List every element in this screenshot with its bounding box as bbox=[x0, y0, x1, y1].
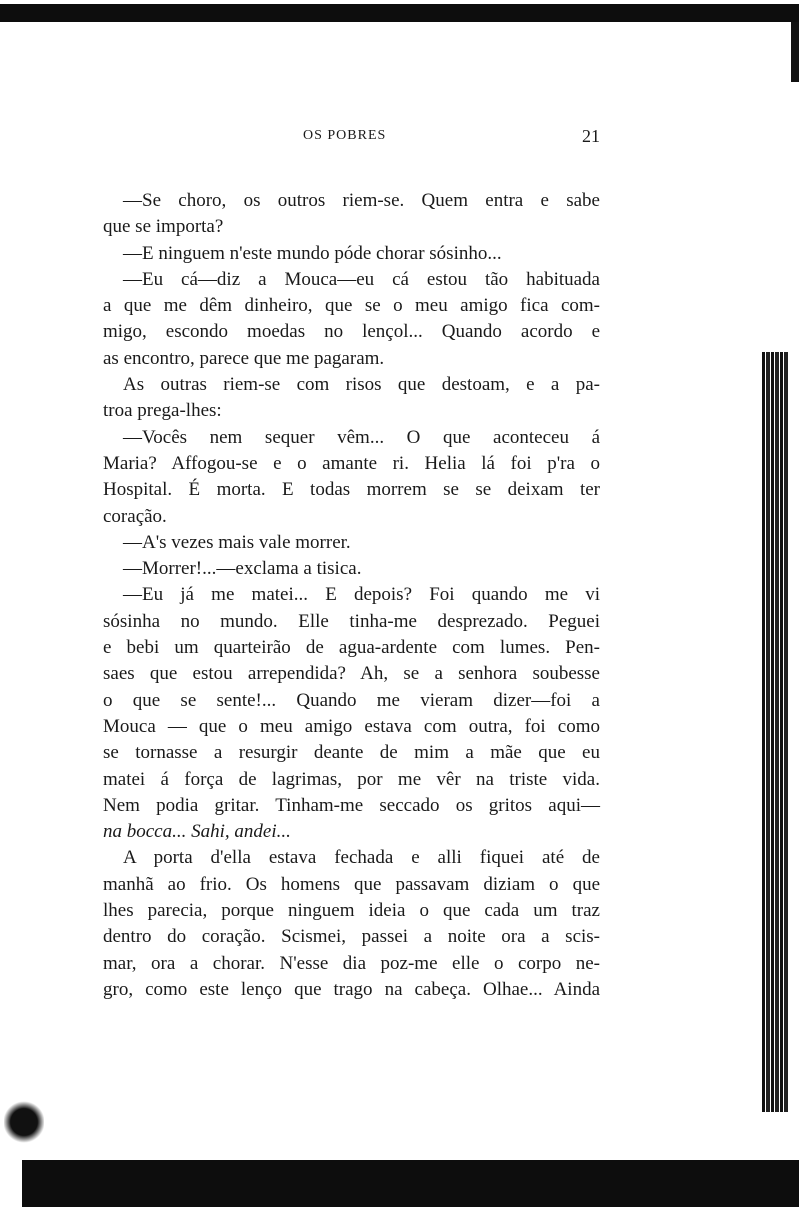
text-line: —A's vezes mais vale morrer. bbox=[123, 531, 351, 553]
scan-binding-shadow bbox=[762, 352, 788, 1112]
scan-top-border bbox=[0, 4, 799, 22]
text-line: manhã ao frio. Os homens que passavam diziam o que bbox=[103, 873, 600, 895]
page-header bbox=[103, 128, 600, 152]
text-line: gro, como este lenço que trago na cabeça. Olhae... Ainda bbox=[103, 978, 600, 1000]
text-line: —Se choro, os outros riem-se. Quem entra e sabe bbox=[123, 190, 600, 211]
text-line: Nem podia gritar. Tinham-me seccado os gritos aqui— bbox=[103, 794, 600, 816]
page-number: 21 bbox=[582, 126, 600, 146]
text-line: a que me dêm dinheiro, que se o meu amigo fica com- bbox=[103, 295, 600, 317]
text-line: —Eu já me matei... E depois? Foi quando me vi bbox=[123, 584, 600, 606]
text-line: —E ninguem n'este mundo póde chorar sósinho... bbox=[123, 242, 502, 264]
text-line: troa prega-lhes: bbox=[103, 400, 222, 422]
body-text bbox=[103, 188, 600, 1003]
running-head: OS POBRES bbox=[303, 128, 387, 143]
text-line: sósinha no mundo. Elle tinha-me desprezado. Peguei bbox=[103, 610, 600, 632]
text-line: o que se sente!... Quando me vieram dizer—foi a bbox=[103, 689, 600, 711]
text-line: —Eu cá—diz a Mouca—eu cá estou tão habituada bbox=[123, 268, 600, 290]
text-line: dentro do coração. Scismei, passei a noite ora a scis- bbox=[103, 926, 600, 948]
text-line: e bebi um quarteirão de agua-ardente com lumes. Pen- bbox=[103, 637, 600, 659]
text-line: na bocca... Sahi, andei... bbox=[103, 821, 291, 843]
text-line: A porta d'ella estava fechada e alli fiquei até de bbox=[123, 847, 600, 869]
text-line: saes que estou arrependida? Ah, se a senhora soubesse bbox=[103, 663, 600, 685]
text-line: matei á força de lagrimas, por me vêr na triste vida. bbox=[103, 768, 600, 790]
text-line: —Vocês nem sequer vêm... O que aconteceu á bbox=[123, 426, 600, 448]
text-line: migo, escondo moedas no lençol... Quando acordo e bbox=[103, 321, 600, 343]
text-line: as encontro, parece que me pagaram. bbox=[103, 347, 385, 369]
text-line: coração. bbox=[103, 505, 167, 527]
text-line: se tornasse a resurgir deante de mim a mãe que eu bbox=[103, 742, 600, 764]
text-line: —Morrer!...—exclama a tisica. bbox=[123, 558, 362, 580]
scan-bottom-border bbox=[22, 1160, 799, 1207]
text-line: As outras riem-se com risos que destoam, e a pa- bbox=[123, 374, 600, 396]
scan-right-edge bbox=[791, 22, 799, 82]
ink-blot bbox=[4, 1100, 44, 1144]
text-line: Hospital. É morta. E todas morrem se se deixam ter bbox=[103, 479, 600, 501]
text-line: Maria? Affogou-se e o amante ri. Helia lá foi p'ra o bbox=[103, 452, 600, 474]
text-line: mar, ora a chorar. N'esse dia poz-me elle o corpo ne- bbox=[103, 952, 600, 974]
text-line: lhes parecia, porque ninguem ideia o que cada um traz bbox=[103, 900, 600, 922]
text-line: Mouca — que o meu amigo estava com outra, foi como bbox=[103, 715, 600, 737]
text-line: que se importa? bbox=[103, 216, 224, 238]
